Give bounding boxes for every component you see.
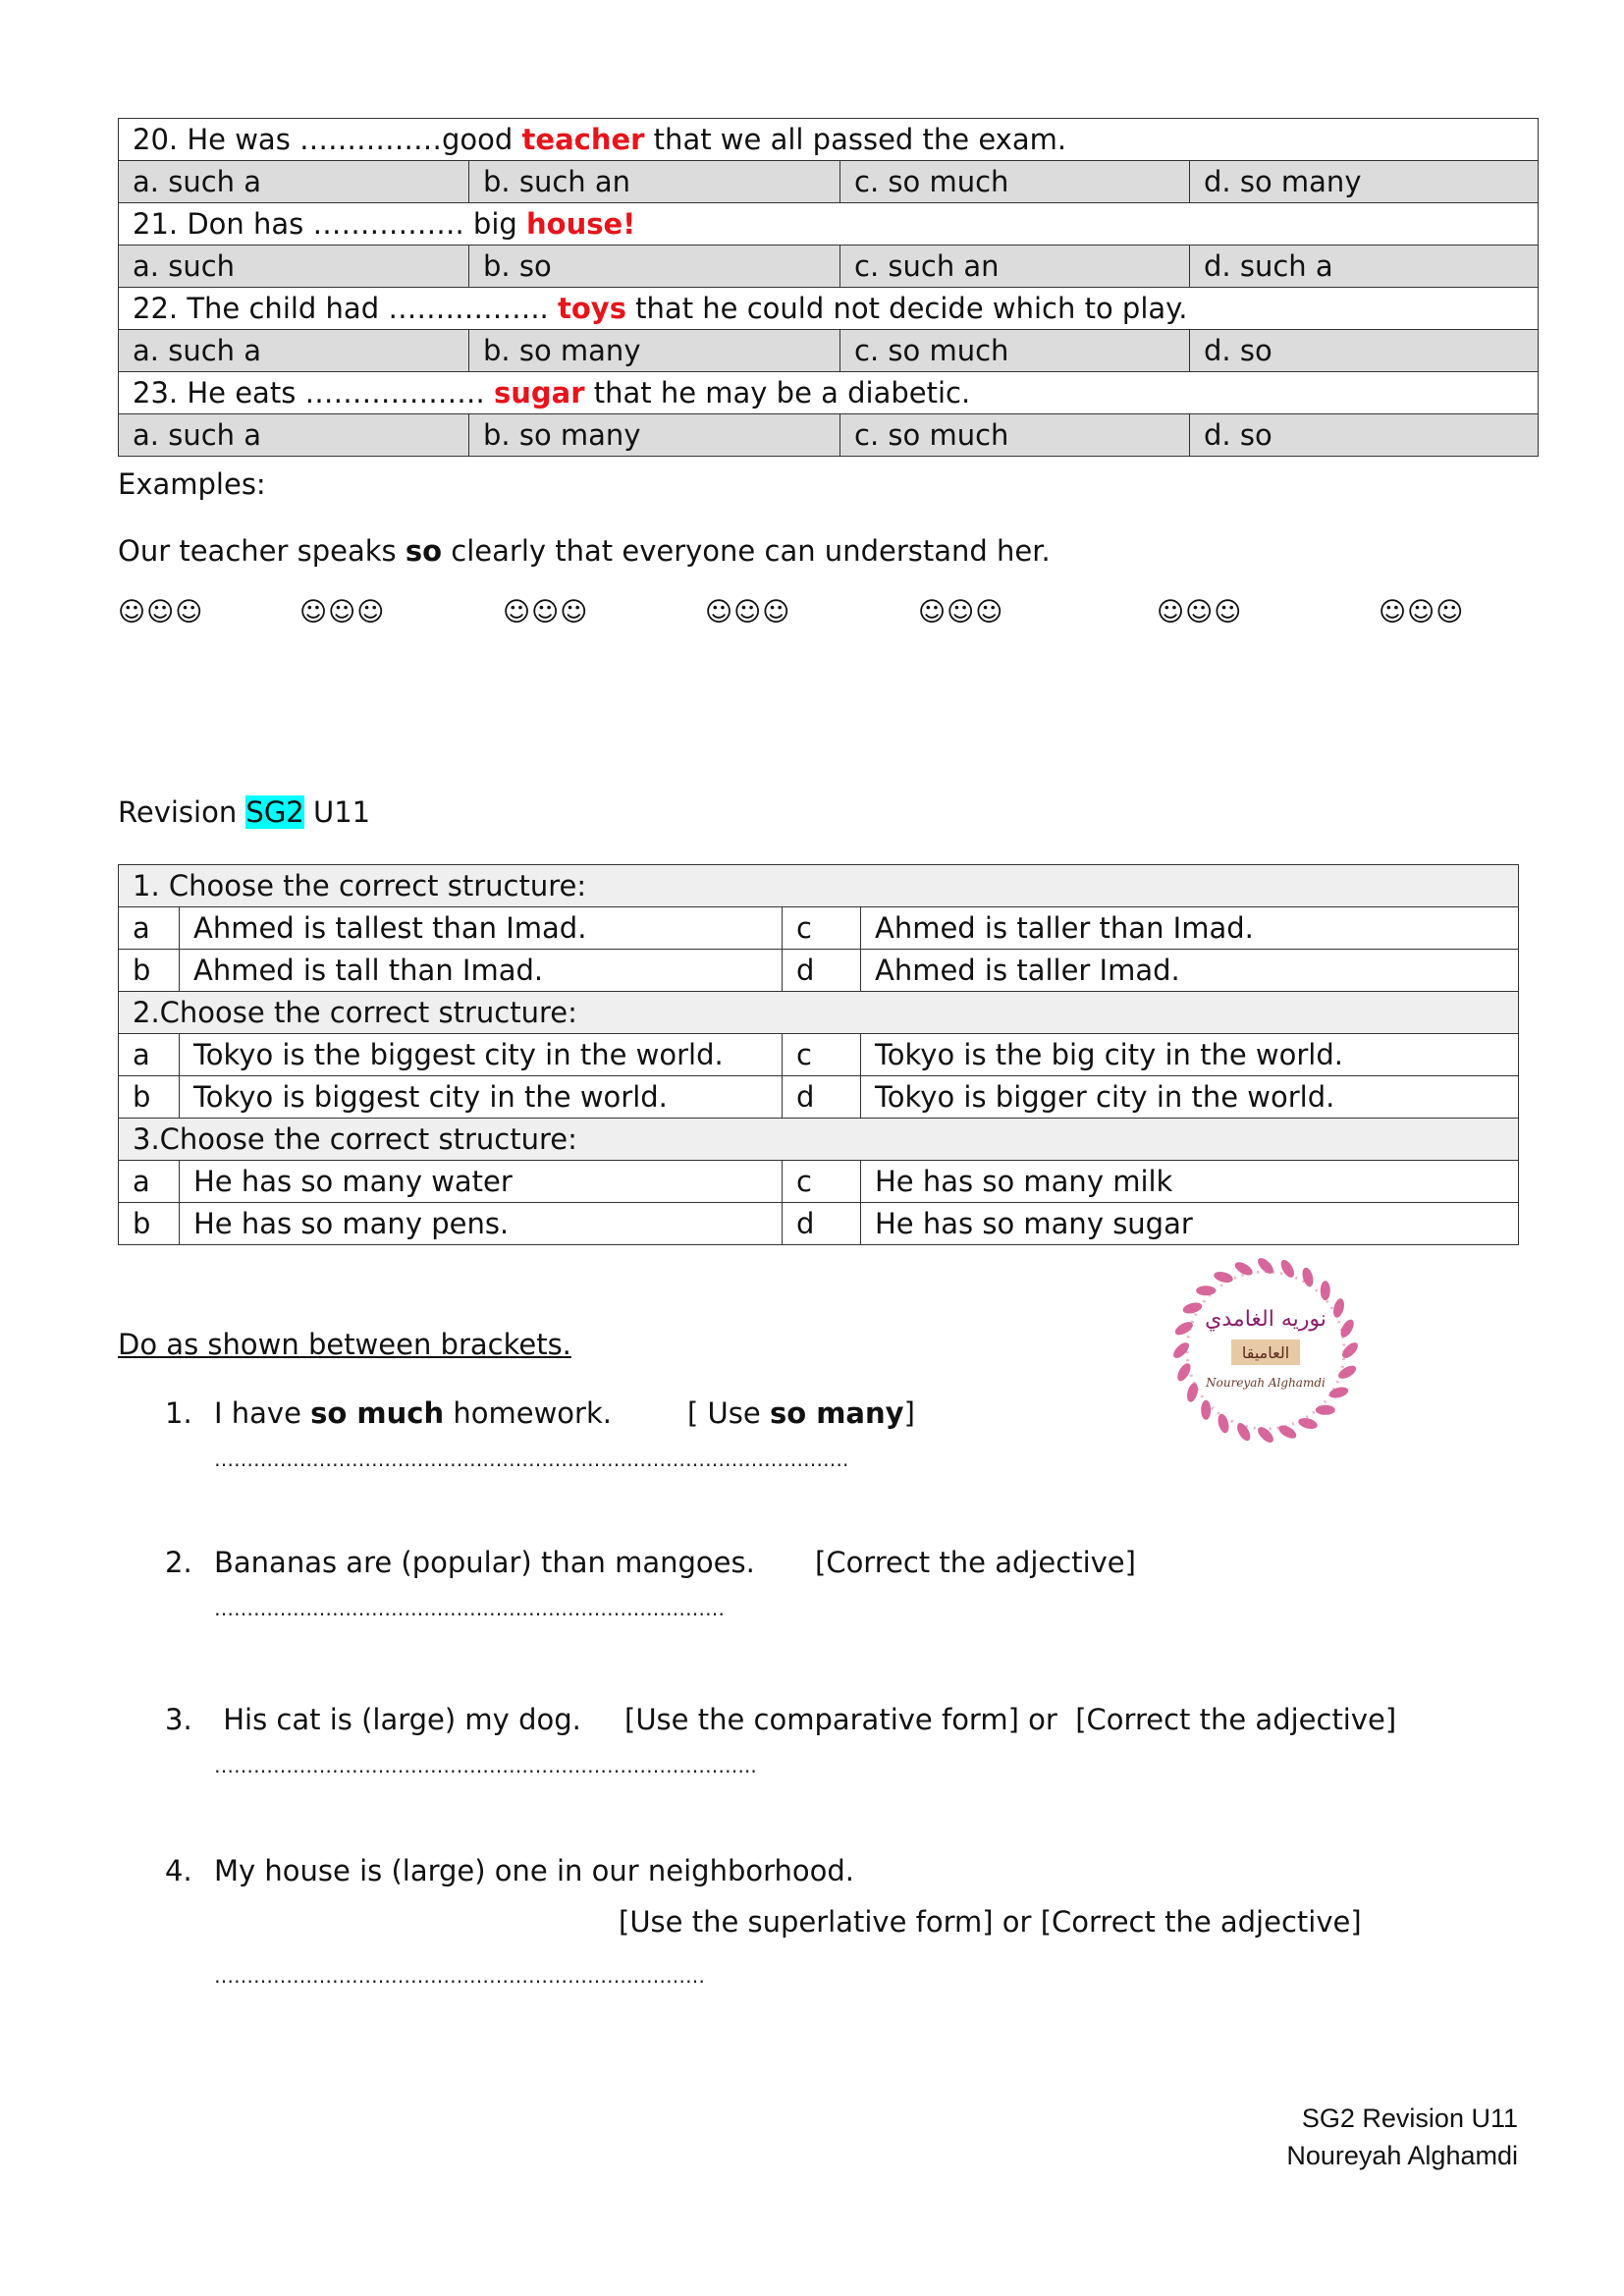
wreath-leaf [1201,1400,1211,1420]
item-number: 4. [165,1854,192,1887]
option-letter: d [783,950,861,992]
structure-heading: 1. Choose the correct structure: [119,865,1519,907]
option-letter: c [783,1161,861,1203]
structure-heading: 2.Choose the correct structure: [119,992,1519,1034]
wreath-leaf [1316,1405,1335,1415]
wreath-leaf [1297,1416,1319,1431]
wreath-leaf [1196,1285,1216,1295]
wreath-leaf [1338,1318,1357,1339]
options-row [119,246,1539,288]
stamp-latin-name: Noureyah Alghamdi [1206,1376,1326,1390]
question-row [119,119,1539,161]
instruction-text: [ Use [687,1396,770,1430]
structure-heading: 3.Choose the correct structure: [119,1119,1519,1161]
options-row [119,330,1539,372]
answer-option[interactable]: d. so [1190,414,1539,457]
option-letter: a [119,907,180,950]
answer-option[interactable]: c. so much [840,330,1190,372]
option-sentence[interactable]: Tokyo is biggest city in the world. [180,1076,783,1119]
option-sentence[interactable]: Tokyo is the big city in the world. [861,1034,1519,1076]
option-letter: b [119,950,180,992]
item-number: 3. [165,1703,192,1736]
answer-option[interactable]: d. so [1190,330,1539,372]
item-text: Bananas are (popular) than mangoes. [214,1546,755,1579]
instruction-text: [Correct the adjective] [815,1546,1136,1579]
option-letter: c [783,907,861,950]
question-text: 20. He was ……………good [133,123,522,156]
revision-highlight: SG2 [245,795,304,829]
question-text: 21. Don has ……………. big [133,207,527,241]
item-sentence [214,1854,854,1887]
option-letter: d [783,1076,861,1119]
answer-option[interactable]: c. such an [840,246,1190,288]
question-text: 23. He eats ………………. [133,376,494,410]
mcq-table [118,118,1539,457]
answer-option[interactable]: a. such a [119,330,469,372]
option-letter: b [119,1203,180,1245]
question-stem [119,119,1539,161]
wreath-stamp-logo [1164,1249,1367,1451]
item-instruction [687,1396,915,1430]
option-letter: d [783,1203,861,1245]
question-stem [119,372,1539,414]
revision-pre: Revision [118,795,246,829]
question-row [119,288,1539,330]
option-sentence[interactable]: Ahmed is tallest than Imad. [180,907,783,950]
example-sentence-bold: so [405,534,443,568]
question-stem [119,203,1539,246]
smiley-icon: ☺☺☺ [705,597,791,628]
wreath-leaf [1234,1421,1253,1443]
wreath-leaf [1185,1382,1200,1403]
examples-label: Examples: [118,467,266,501]
smiley-icon: ☺☺☺ [299,597,386,628]
example-sentence-pre: Our teacher speaks [118,534,406,568]
option-sentence[interactable]: Tokyo is the biggest city in the world. [180,1034,783,1076]
item-text: homework. [444,1396,612,1430]
structure-option-row [119,950,1519,992]
question-text: that he could not decide which to play. [625,292,1188,325]
question-text: that he may be a diabetic. [584,376,971,410]
option-sentence[interactable]: Ahmed is tall than Imad. [180,950,783,992]
wreath-leaf [1301,1267,1316,1288]
footer-line-1: SG2 Revision U11 [1301,2104,1518,2133]
option-sentence[interactable]: Ahmed is taller Imad. [861,950,1519,992]
answer-option[interactable]: d. so many [1190,161,1539,203]
options-row [119,414,1539,457]
wreath-leaf [1278,1258,1297,1280]
answer-option[interactable]: a. such [119,246,469,288]
question-text: 22. The child had …………….. [133,292,558,325]
answer-option[interactable]: b. so many [469,330,840,372]
item-text: I have [214,1396,311,1430]
item-sentence [214,1546,755,1579]
structure-option-row [119,1203,1519,1245]
answer-option[interactable]: b. so many [469,414,840,457]
answer-option[interactable]: b. so [469,246,840,288]
answer-line[interactable]: ……………………………………………………………………….. [214,1754,757,1777]
item-number: 2. [165,1546,192,1579]
structure-heading-row [119,1119,1519,1161]
wreath-leaf [1213,1270,1234,1285]
answer-line[interactable]: ……………………………………………………………………………………. [214,1448,849,1471]
question-text: that we all passed the exam. [644,123,1067,156]
smiley-icon: ☺☺☺ [118,597,204,628]
question-row [119,203,1539,246]
answer-option[interactable]: c. so much [840,161,1190,203]
question-keyword: house! [526,207,636,241]
item-text: My house is (large) one in our neighborhood. [214,1854,855,1887]
smiley-icon: ☺☺☺ [503,597,589,628]
option-letter: a [119,1161,180,1203]
smiley-icon: ☺☺☺ [918,597,1004,628]
question-stem [119,288,1539,330]
item-sentence [214,1396,612,1430]
wreath-leaf [1328,1386,1350,1400]
option-sentence[interactable]: He has so many water [180,1161,783,1203]
answer-option[interactable]: d. such a [1190,246,1539,288]
structure-heading-row [119,992,1519,1034]
wreath-leaf [1170,1339,1191,1360]
do-as-title: Do as shown between brackets. [118,1328,571,1361]
wreath-leaf [1182,1301,1204,1316]
structure-table [118,864,1519,1245]
footer-line-2: Noureyah Alghamdi [1286,2141,1518,2170]
footer [1286,2100,1518,2174]
option-sentence[interactable]: Ahmed is taller than Imad. [861,907,1519,950]
question-keyword: teacher [521,123,645,156]
answer-option[interactable]: a. such a [119,161,469,203]
item-number: 1. [165,1396,192,1430]
option-sentence[interactable]: Tokyo is bigger city in the world. [861,1076,1519,1119]
question-keyword: sugar [493,376,585,410]
structure-heading-row [119,865,1519,907]
structure-option-row [119,1034,1519,1076]
instruction-text: so many [769,1396,904,1430]
item-text: His cat is (large) my dog. [214,1703,581,1736]
revision-heading [118,795,370,829]
wreath-leaf [1276,1423,1298,1442]
smiley-icon: ☺☺☺ [1379,597,1465,628]
stamp-arabic-name: نوريه الغامدي [1205,1307,1326,1332]
wreath-leaf [1255,1424,1275,1445]
wreath-leaf [1336,1363,1358,1382]
example-sentence [118,534,1051,568]
instruction-text: [Use the comparative form] or [Correct the adjective] [624,1703,1397,1736]
item-instruction [624,1703,1396,1736]
item-instruction [815,1546,1136,1579]
wreath-leaf [1175,1361,1194,1383]
answer-option[interactable]: c. so much [840,414,1190,457]
item-instruction-line-2: [Use the superlative form] or [Correct the adjective] [619,1905,1362,1939]
option-sentence[interactable]: He has so many milk [861,1161,1519,1203]
wreath-leaf [1321,1281,1330,1300]
option-sentence[interactable]: He has so many pens. [180,1203,783,1245]
answer-line[interactable]: …………………………………………………………………… [214,1597,725,1620]
question-row [119,372,1539,414]
answer-line[interactable]: ………………………………………………………………… [214,1964,705,1988]
structure-option-row [119,1076,1519,1119]
revision-post: U11 [303,795,371,829]
option-letter: b [119,1076,180,1119]
item-sentence [214,1703,581,1736]
option-letter: a [119,1034,180,1076]
wreath-leaf [1331,1297,1346,1319]
question-keyword: toys [558,292,626,325]
option-sentence[interactable]: He has so many sugar [861,1203,1519,1245]
options-row [119,161,1539,203]
wreath-leaf [1217,1413,1231,1435]
item-text: so much [310,1396,445,1430]
option-letter: c [783,1034,861,1076]
structure-option-row [119,907,1519,950]
answer-option[interactable]: a. such a [119,414,469,457]
answer-option[interactable]: b. such an [469,161,840,203]
example-sentence-post: clearly that everyone can understand her. [442,534,1051,568]
instruction-text: ] [903,1396,915,1430]
stamp-arabic-sub: العاميقا [1241,1343,1290,1362]
structure-option-row [119,1161,1519,1203]
smiley-icon: ☺☺☺ [1157,597,1243,628]
